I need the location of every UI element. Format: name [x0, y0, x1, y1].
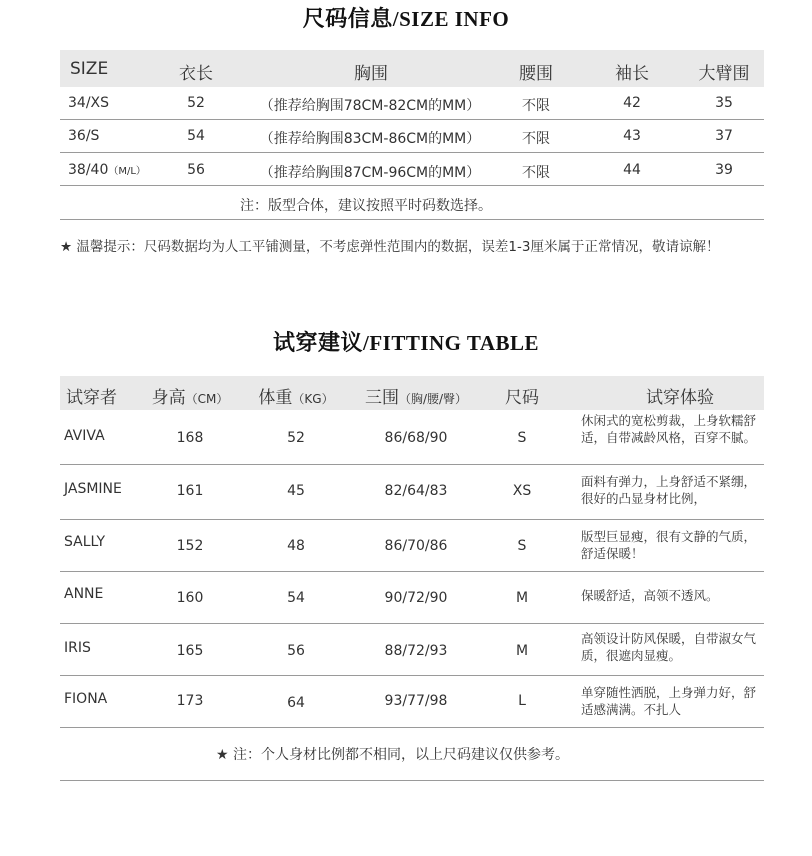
waist-cell: 不限 [522, 98, 550, 114]
header-height-unit: （CM） [185, 392, 229, 406]
header-weight-label: 体重 [258, 388, 293, 408]
size-cell: 36/S [68, 128, 100, 144]
model-name: IRIS [64, 640, 91, 656]
header-length: 衣长 [179, 64, 213, 84]
size-cell: L [518, 693, 526, 709]
model-name: JASMINE [64, 481, 122, 497]
experience-cell: 保暖舒适，高领不透风。 [581, 588, 719, 603]
height-cell: 173 [176, 693, 204, 709]
size-info-title-en: /SIZE INFO [392, 7, 510, 31]
sleeve-cell: 44 [623, 162, 641, 178]
chest-cell: （推荐给胸围78CM-82CM的MM） [259, 98, 481, 114]
weight-cell: 54 [287, 590, 305, 606]
header-model: 试穿者 [66, 388, 117, 408]
size-cell: S [517, 538, 527, 554]
model-name: ANNE [64, 586, 104, 602]
header-experience: 试穿体验 [646, 388, 714, 408]
measures-cell: 88/72/93 [384, 643, 448, 659]
model-name: AVIVA [64, 428, 105, 444]
arm-cell: 35 [715, 95, 733, 111]
weight-cell: 64 [287, 695, 305, 711]
row-divider [60, 780, 764, 781]
header-measures-label: 三围 [364, 388, 399, 408]
header-weight [246, 383, 346, 408]
header-measures [356, 383, 476, 408]
size-row [60, 154, 764, 187]
size-cell: M [515, 643, 529, 659]
experience-cell: 高领设计防风保暖，自带淑女气质，很遮肉显瘦。 [581, 631, 757, 663]
height-cell: 160 [176, 590, 204, 606]
height-cell: 168 [176, 430, 204, 446]
row-divider [60, 152, 764, 153]
arm-cell: 37 [715, 128, 733, 144]
model-name: FIONA [64, 691, 108, 707]
length-cell: 52 [187, 95, 205, 111]
height-cell: 152 [176, 538, 204, 554]
header-chest: 胸围 [354, 64, 388, 84]
fitting-row [60, 676, 764, 728]
weight-cell: 56 [287, 643, 305, 659]
header-size: SIZE [70, 59, 109, 79]
measures-cell: 86/68/90 [384, 430, 448, 446]
row-divider [60, 727, 764, 728]
size-tip-text: ★ 温馨提示：尺码数据均为人工平铺测量，不考虑弹性范围内的数据，误差1-3厘米属于正常情况，敬请谅解！ [60, 239, 720, 255]
row-divider [60, 185, 764, 186]
weight-cell: 45 [287, 483, 305, 499]
measures-cell: 90/72/90 [384, 590, 448, 606]
fitting-row [60, 410, 764, 464]
size-cell: 34/XS [68, 95, 110, 111]
waist-cell: 不限 [522, 131, 550, 147]
header-measures-unit: （胸/腰/臀） [398, 392, 468, 406]
size-cell: M [515, 590, 529, 606]
fitting-title-cn: 试穿建议 [272, 331, 363, 356]
weight-cell: 48 [287, 538, 305, 554]
size-info-title-cn: 尺码信息 [302, 7, 393, 32]
height-cell: 165 [176, 643, 204, 659]
fitting-table-header [60, 376, 764, 410]
size-row [60, 87, 764, 120]
size-info-title [0, 2, 812, 33]
waist-cell: 不限 [522, 165, 550, 181]
measures-cell: 82/64/83 [384, 483, 448, 499]
size-cell: XS [512, 483, 532, 499]
size-cell [68, 162, 146, 178]
size-row [60, 120, 764, 153]
header-height [140, 383, 240, 408]
size-note-text: 注：版型合体，建议按照平时码数选择。 [240, 198, 492, 214]
fitting-title [0, 326, 812, 357]
model-name: SALLY [64, 534, 106, 550]
fitting-title-en: /FITTING TABLE [362, 331, 540, 355]
header-height-label: 身高 [151, 388, 186, 408]
experience-cell: 单穿随性洒脱，上身弹力好，舒适感满满。不扎人 [581, 685, 757, 717]
measures-cell: 86/70/86 [384, 538, 448, 554]
row-divider [60, 219, 764, 220]
sleeve-cell: 42 [623, 95, 641, 111]
experience-cell: 面料有弹力，上身舒适不紧绷，很好的凸显身材比例， [581, 474, 757, 506]
fitting-row [60, 572, 764, 624]
chest-cell: （推荐给胸围83CM-86CM的MM） [259, 131, 481, 147]
header-arm: 大臂围 [698, 64, 750, 84]
weight-cell: 52 [287, 430, 305, 446]
header-waist: 腰围 [519, 64, 553, 84]
sleeve-cell: 43 [623, 128, 641, 144]
fitting-row [60, 465, 764, 519]
size-cell: S [517, 430, 527, 446]
header-size: 尺码 [505, 388, 539, 408]
fitting-note-text: ★ 注：个人身材比例都不相同，以上尺码建议仅供参考。 [216, 747, 569, 763]
size-note: （M/L） [108, 166, 146, 177]
height-cell: 161 [176, 483, 204, 499]
experience-cell: 休闲式的宽松剪裁，上身软糯舒适，自带减龄风格，百穿不腻。 [581, 413, 757, 445]
length-cell: 56 [187, 162, 205, 178]
size-table [60, 50, 764, 250]
fitting-row [60, 520, 764, 572]
size-value: 38/40 [68, 162, 109, 178]
arm-cell: 39 [715, 162, 733, 178]
chest-cell: （推荐给胸围87CM-96CM的MM） [259, 165, 481, 181]
header-weight-unit: （KG） [292, 392, 334, 406]
fitting-row [60, 624, 764, 676]
size-table-header [60, 50, 764, 87]
length-cell: 54 [187, 128, 205, 144]
header-sleeve: 袖长 [615, 64, 649, 84]
fitting-table [60, 376, 764, 786]
measures-cell: 93/77/98 [384, 693, 448, 709]
experience-cell: 版型巨显瘦，很有文静的气质，舒适保暖！ [581, 529, 757, 561]
